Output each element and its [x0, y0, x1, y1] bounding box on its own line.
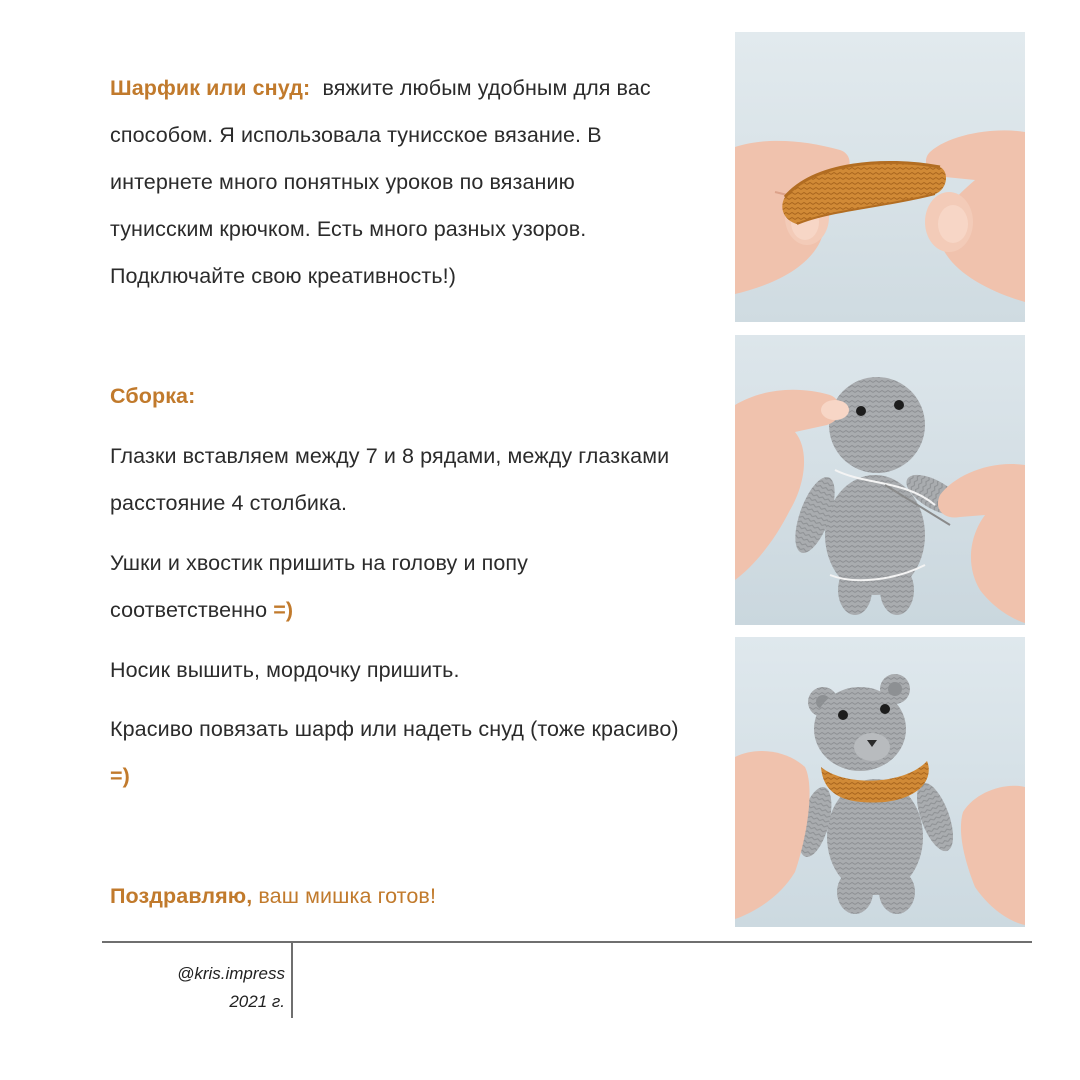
footer-vertical-divider [291, 943, 293, 1018]
assembly-p2-line-1: Ушки и хвостик пришить на голову и попу [110, 551, 529, 575]
smile-emoticon-2: =) [110, 764, 130, 788]
year: 2021 г. [229, 992, 285, 1011]
smile-emoticon: =) [273, 598, 294, 622]
scarf-text-1: вяжите любым удобным для вас [322, 76, 651, 100]
congrats-accent: Поздравляю, [110, 884, 253, 908]
footer-divider [102, 941, 1032, 943]
scarf-photo [735, 32, 1025, 322]
author-handle: @kris.impress [177, 964, 285, 983]
scarf-line-1 [110, 65, 651, 112]
scarf-line-4: тунисским крючком. Есть много разных узоров. [110, 217, 587, 241]
assembly-p3: Носик вышить, мордочку пришить. [110, 658, 460, 682]
congrats-rest: ваш мишка готов! [258, 884, 437, 908]
scarf-line-2: способом. Я использовала тунисское вязание. В [110, 123, 602, 147]
assembly-paragraph-2 [110, 540, 528, 634]
assembly-paragraph-1 [110, 433, 669, 527]
finished-bear-photo [735, 637, 1025, 927]
scarf-line-5: Подключайте свою креативность!) [110, 264, 456, 288]
congrats-line [110, 873, 436, 920]
assembly-photo [735, 335, 1025, 625]
footer-signature [177, 960, 285, 1016]
assembly-p2-text: соответственно [110, 598, 268, 622]
assembly-p1-line-2: расстояние 4 столбика. [110, 491, 348, 515]
assembly-section [110, 373, 195, 420]
scarf-line-3: интернете много понятных уроков по вязанию [110, 170, 575, 194]
assembly-paragraph-3 [110, 647, 460, 694]
assembly-paragraph-4 [110, 706, 679, 800]
assembly-p2-line-2 [110, 587, 528, 634]
scarf-section [110, 65, 651, 300]
assembly-p4-line-1: Красиво повязать шарф или надеть снуд (тоже красиво) [110, 717, 679, 741]
scarf-heading: Шарфик или снуд: [110, 76, 311, 100]
assembly-heading: Сборка: [110, 384, 196, 408]
assembly-p1-line-1: Глазки вставляем между 7 и 8 рядами, между глазками [110, 444, 670, 468]
